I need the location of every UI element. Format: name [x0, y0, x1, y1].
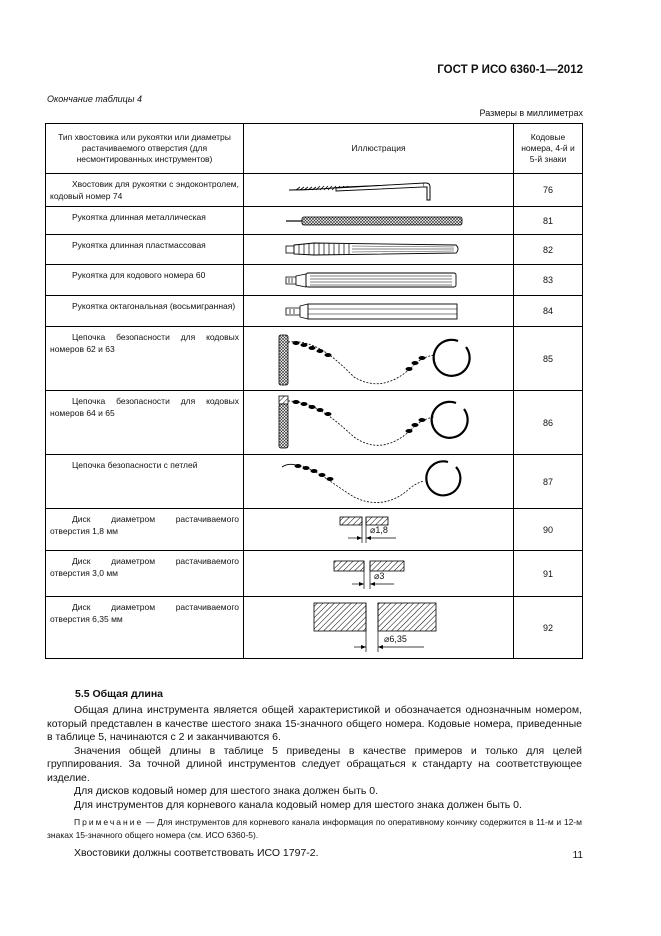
table-row [46, 455, 583, 509]
row-code: 81 [514, 207, 583, 235]
row-description: Хвостовик для рукоятки с эндоконтролем, кодовый номер 74 [46, 174, 244, 207]
table-continuation-label: Окончание таблицы 4 [47, 94, 142, 104]
disc-6-35-drawing [244, 597, 514, 659]
shank-drawing [244, 174, 514, 207]
safety-chain-1-drawing [244, 327, 514, 391]
note-label: Примечание [74, 817, 144, 827]
row-description: Диск диаметром растачиваемого отверстия 1,8 мм [46, 509, 244, 551]
row-description: Цепочка безопасности с петлей [46, 455, 244, 509]
row-code: 85 [514, 327, 583, 391]
illustration-handle-code-60 [244, 265, 514, 296]
dimension-label: ⌀1,8 [370, 525, 388, 535]
table-row [46, 551, 583, 597]
row-code: 87 [514, 455, 583, 509]
metal-handle-drawing [244, 207, 514, 235]
header-codes: Кодовые номера, 4-й и 5-й знаки [514, 124, 583, 174]
header-type: Тип хвостовика или рукоятки или диаметры растачиваемого отверстия (для несмонтированных инструментов) [46, 124, 244, 174]
section-title: 5.5 Общая длина [75, 688, 164, 700]
illustration-long-metal-handle [244, 207, 514, 235]
dimension-label: ⌀3 [374, 571, 385, 581]
illustration-disc-1-8 [244, 509, 514, 551]
row-code: 91 [514, 551, 583, 597]
page-number: 11 [572, 850, 583, 861]
row-description: Рукоятка октагональная (восьмигранная) [46, 296, 244, 327]
table-row [46, 597, 583, 659]
table-row [46, 327, 583, 391]
paragraph: Общая длина инструмента является общей характеристикой и обозначается однозначным номером, который представлен в качестве шестого знака 15-значного общего номера. Кодовые номера, приведенные в таблице 5, начинаются с 2 и заканчиваются 6. [47, 704, 582, 743]
paragraph: Хвостовики должны соответствовать ИСО 1797-2. [74, 847, 319, 859]
table-row [46, 509, 583, 551]
row-description: Рукоятка для кодового номера 60 [46, 265, 244, 296]
illustration-safety-chain-62-63 [244, 327, 514, 391]
illustration-shank-endocontrol [244, 174, 514, 207]
document-id: ГОСТ Р ИСО 6360-1—2012 [437, 64, 583, 76]
illustration-long-plastic-handle [244, 235, 514, 265]
note [47, 816, 582, 841]
row-code: 82 [514, 235, 583, 265]
dimension-label: ⌀6,35 [384, 634, 407, 644]
row-code: 84 [514, 296, 583, 327]
illustration-safety-chain-64-65 [244, 391, 514, 455]
table-row [46, 296, 583, 327]
octagonal-handle-drawing [244, 296, 514, 327]
table-row [46, 174, 583, 207]
handle-60-drawing [244, 265, 514, 296]
illustration-disc-6-35 [244, 597, 514, 659]
row-code: 92 [514, 597, 583, 659]
paragraph: Для инструментов для корневого канала кодовый номер для шестого знака должен быть 0. [74, 798, 522, 811]
illustration-octagonal-handle [244, 296, 514, 327]
note-text: — Для инструментов для корневого канала информация по оперативному кончику содержится в 11-м и 12-м знаках 15-значного общего номера (см. ИСО 6360-5). [47, 817, 582, 840]
paragraph: Значения общей длины в таблице 5 приведены в качестве примеров и только для целей группирования. За точной длиной инструментов следует обращаться к стандарту на соответствующее изделие. [47, 744, 582, 784]
table-row [46, 391, 583, 455]
header-illustration: Иллюстрация [244, 124, 514, 174]
safety-chain-loop-drawing [244, 455, 514, 509]
row-description: Цепочка безопасности для кодовых номеров 62 и 63 [46, 327, 244, 391]
table-row [46, 207, 583, 235]
row-code: 86 [514, 391, 583, 455]
row-description: Рукоятка длинная пластмассовая [46, 235, 244, 265]
row-description: Цепочка безопасности для кодовых номеров 64 и 65 [46, 391, 244, 455]
row-code: 90 [514, 509, 583, 551]
illustration-disc-3-0 [244, 551, 514, 597]
plastic-handle-drawing [244, 235, 514, 265]
units-note: Размеры в миллиметрах [479, 108, 583, 118]
paragraph: Для дисков кодовый номер для шестого знака должен быть 0. [74, 785, 379, 797]
row-code: 83 [514, 265, 583, 296]
row-code: 76 [514, 174, 583, 207]
row-description: Диск диаметром растачиваемого отверстия 6,35 мм [46, 597, 244, 659]
row-description: Рукоятка длинная металлическая [46, 207, 244, 235]
instrument-table [45, 123, 583, 659]
safety-chain-2-drawing [244, 391, 514, 455]
table-header-row [46, 124, 583, 174]
table-row [46, 265, 583, 296]
row-description: Диск диаметром растачиваемого отверстия 3,0 мм [46, 551, 244, 597]
section-body [47, 704, 582, 861]
table-row [46, 235, 583, 265]
illustration-safety-chain-loop [244, 455, 514, 509]
